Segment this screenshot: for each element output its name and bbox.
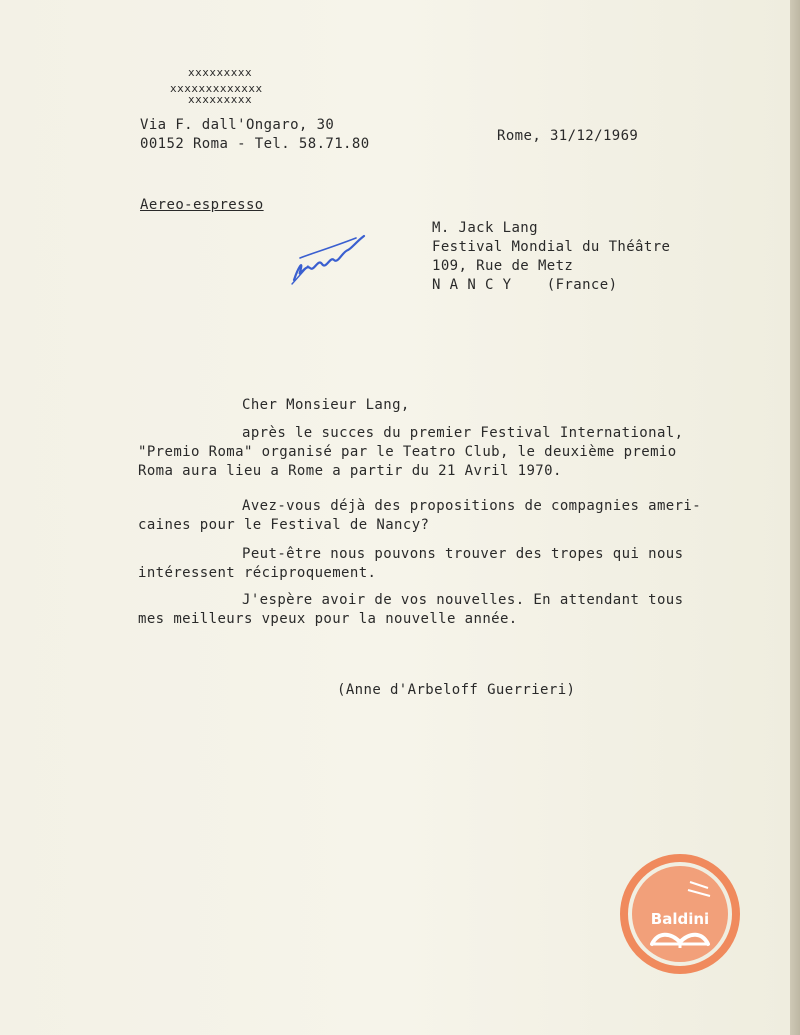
body-line: Peut-être nous pouvons trouver des tropes qui nous xyxy=(242,546,684,562)
handwritten-mark-icon xyxy=(290,228,370,288)
salutation: Cher Monsieur Lang, xyxy=(242,397,410,413)
address-line-2: 00152 Roma - Tel. 58.71.80 xyxy=(140,136,370,152)
letterhead-redacted-2: xxxxxxxxxxxxx xyxy=(170,82,263,95)
signature-name: (Anne d'Arbeloff Guerrieri) xyxy=(337,682,576,698)
recipient-name: M. Jack Lang xyxy=(432,220,538,236)
letterhead-redacted-1: xxxxxxxxx xyxy=(188,66,253,79)
address-line-1: Via F. dall'Ongaro, 30 xyxy=(140,117,335,133)
paper-edge xyxy=(790,0,800,1035)
letter-date: Rome, 31/12/1969 xyxy=(497,128,639,144)
recipient-street: 109, Rue de Metz xyxy=(432,258,574,274)
body-line: Avez-vous déjà des propositions de compagnies ameri- xyxy=(242,498,702,514)
body-line: après le succes du premier Festival International, xyxy=(242,425,684,441)
letterhead-redacted-3: xxxxxxxxx xyxy=(188,93,253,106)
library-stamp xyxy=(618,852,742,976)
body-line: caines pour le Festival de Nancy? xyxy=(138,517,430,533)
recipient-organization: Festival Mondial du Théâtre xyxy=(432,239,671,255)
body-line: intéressent réciproquement. xyxy=(138,565,377,581)
delivery-note: Aereo-espresso xyxy=(140,197,264,213)
body-line: mes meilleurs vpeux pour la nouvelle année. xyxy=(138,611,518,627)
body-line: Roma aura lieu a Rome a partir du 21 Avril 1970. xyxy=(138,463,562,479)
body-line: J'espère avoir de vos nouvelles. En attendant tous xyxy=(242,592,684,608)
stamp-label: Baldini xyxy=(650,910,710,928)
recipient-city: N A N C Y (France) xyxy=(432,277,618,293)
body-line: "Premio Roma" organisé par le Teatro Club, le deuxième premio xyxy=(138,444,677,460)
